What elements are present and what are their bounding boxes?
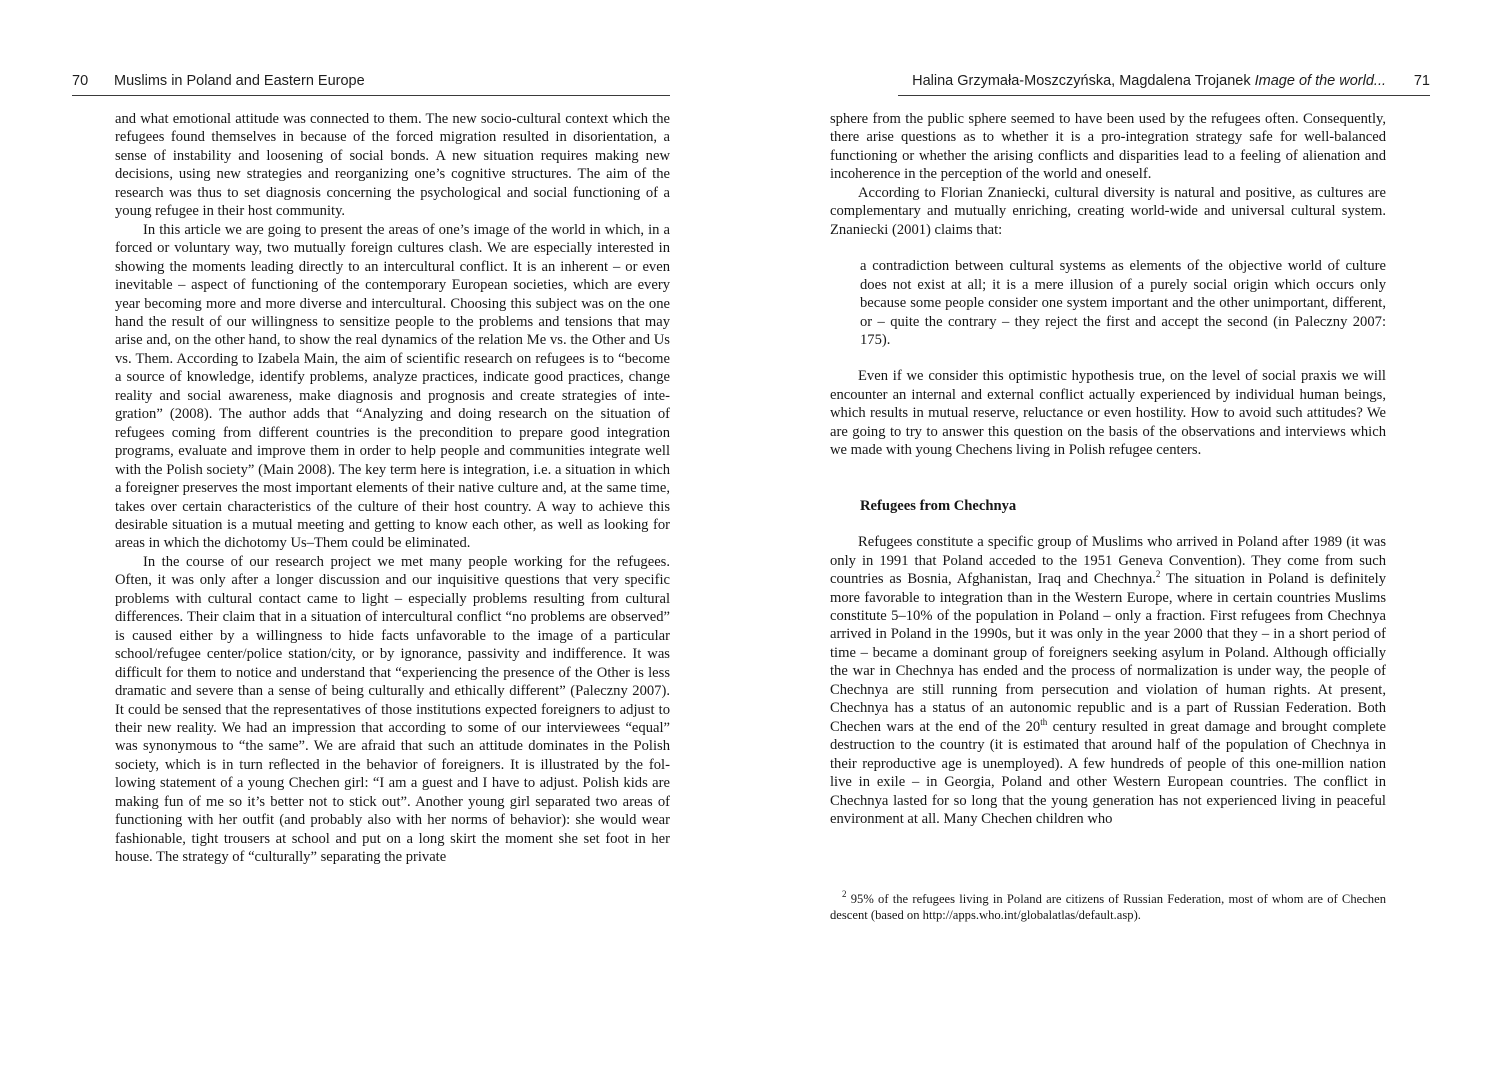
footnote [830,891,1386,923]
running-title-italic: Image of the world... [1254,73,1386,89]
left-body-text [115,110,670,867]
paragraph: and what emotional attitude was connected to them. The new socio-cultural context which the refugees found themselves in because of the forced migration resulted in disorientation, a sense of instability and loosening of social bonds. A new situation requires making new decisions, using new strategies and reorganizing one’s cognitive structures. The aim of the research was thus to set diagnosis concerning the psychological and social functioning of a young refugee in their host community. [115,111,670,220]
footnote-text [830,891,1386,923]
running-authors [912,73,1386,89]
section-heading: Refugees from Chechnya [860,497,1017,514]
left-page [68,0,670,1066]
right-page [830,0,1430,1066]
paragraph [830,533,1386,828]
footnote-marker: 2 [842,889,847,899]
running-head-left [72,73,670,96]
page-number: 70 [72,73,89,89]
block-quote: a contradiction between cultural systems as elements of the objective world of culture does not exist at all; it is a mere illusion of a purely social origin which occurs only because some people consider one system important and the other unimportant, different, or – quite the contrary – they reject the first and accept the second (in Paleczny 2007: 175). [860,258,1386,348]
paragraph-part: century resulted in great damage and brought complete destruction to the country (it is estimated that around half of the population of Chechnya in their reproductive age is unemployed). A few hundreds of people of this one-million nation live in exile – in Georgia, Poland and other Western European countries. The conflict in Chechnya lasted for so long that the young generation has not experienced living in peaceful environment at all. Many Chechen children who [830,718,1386,827]
ordinal-superscript: th [1040,716,1048,727]
paragraph-part: The situation in Poland is definitely more favorable to integration than in the Western Europe, where in certain countries Muslims constitute 5–10% of the population in Poland – only a fraction. First refugees from Chechnya arrived in Poland in the 1990s, but it was only in the year 2000 that they – in a short period of time – became a dominant group of foreigners seeking asylum in Poland. Although officially the war in Chechnya has ended and the process of normalization is under way, the people of Chechnya are still running from persecution and violation of human rights. At present, Chechnya has a status of an autonomic republic and is a part of Russian Federation. Both Chechen wars at the end of the 20 [830,571,1386,735]
paragraph: sphere from the public sphere seemed to have been used by the refugees often. Consequently, there arise questions as to whether it is a pro-integration strategy safe for well-balanced functioning or whether the arising conflicts and disparities lead to a feeling of alienation and incoherence in the perception of the world and oneself. [830,111,1386,183]
paragraph-part: Refugees constitute a specific group of Muslims who arrived in Poland after 1989 (it was only in 1991 that Poland acceded to the 1951 Geneva Convention). They come from such countries as Bosnia, Afghanistan, Iraq and Chechnya. [830,534,1386,588]
paragraph: Even if we consider this optimistic hypothesis true, on the level of social praxis we will encounter an internal and external conflict actually experienced by individual human beings, which results in mutual reserve, reluctance or even hostility. How to avoid such attitudes? We are going to try to answer this question on the basis of the observations and interviews which we made with young Chechens living in Polish refugee centers. [830,368,1386,459]
right-body-text [830,110,1386,828]
page-number: 71 [1413,73,1430,89]
running-title: Muslims in Poland and Eastern Europe [114,73,365,89]
running-authors-text: Halina Grzymała-Moszczyńska, Magdalena Trojanek [912,73,1251,89]
paragraph: In this article we are going to present the areas of one’s image of the world in which, in a forced or voluntary way, two mutually foreign cultures clash. We are especially interested in showing the moments leading directly to an intercultural conflict. It is an inherent – or even inevitable – aspect of functioning of the contemporary European societies, which are every year becoming more and more diverse and intercultural. Choosing this subject was on the one hand the result of our willingness to sensitize people to the problems and tensions that may arise and, on the other hand, to show the real dynamics of the relation Me vs. the Other and Us vs. Them. According to Izabela Main, the aim of scientific research on refugees is to “become a source of knowledge, identify problems, analyze practices, indicate good practices, change reality and social awareness, make diagnosis and prognosis and create strategies of integration” (2008). The author adds that “Analyzing and doing research on the situation of refugees coming from different countries is the precondition to prepare good integration programs, evaluate and improve them in order to help people and communities integrate well with the Polish society” (Main 2008). The key term here is integration, i.e. a situation in which a foreigner preserves the most important elements of their native culture and, at the same time, takes over certain characteristics of the culture of their host country. A way to achieve this desirable situation is a mutual meeting and getting to know each other, as well as looking for areas in which the dichotomy Us–Them could be eliminated. [115,221,670,552]
paragraph: According to Florian Znaniecki, cultural diversity is natural and positive, as cultures are complementary and mutually enriching, creating world-wide and universal cultural system. Znaniecki (2001) claims that: [830,184,1386,238]
paragraph: In the course of our research project we met many people working for the refugees. Often, it was only after a longer discussion and our inquisitive questions that very specific problems with cultural contact came to light – especially problems resulting from cultural differences. Their claim that in a situation of intercultural conflict “no problems are observed” is caused either by a willingness to hide facts unfavorable to the image of a particular school/refugee center/police station/city, or by ignorance, passivity and indifference. It was difficult for them to notice and understand that “experiencing the presence of the Other is less dramatic and severe than a sense of being culturally and ethically different” (Paleczny 2007). It could be sensed that the representatives of those institutions expected foreigners to adjust to their new reality. We had an impression that according to some of our interviewees “equal” was synonymous to “the same”. We are afraid that such an attitude dominates in the Polish society, which is in turn reflected in the behavior of foreigners. It is illustrated by the following statement of a young Chechen girl: “I am a guest and I have to adjust. Polish kids are making fun of me so it’s better not to stick out”. Another young girl separated two areas of functioning with her outfit (and probably also with her norms of behavior): she would wear fashionable, tight trousers at school and put on a long skirt the moment she set foot in her house. The strategy of “culturally” separating the private [115,553,670,866]
footnote-reference[interactable]: 2 [1155,569,1161,580]
footnote-body: 95% of the refugees living in Poland are citizens of Russian Federation, most of whom are of Chechen descent (based on http://apps.who.int/globalatlas/default.asp). [830,892,1386,922]
running-head-right [898,73,1430,96]
